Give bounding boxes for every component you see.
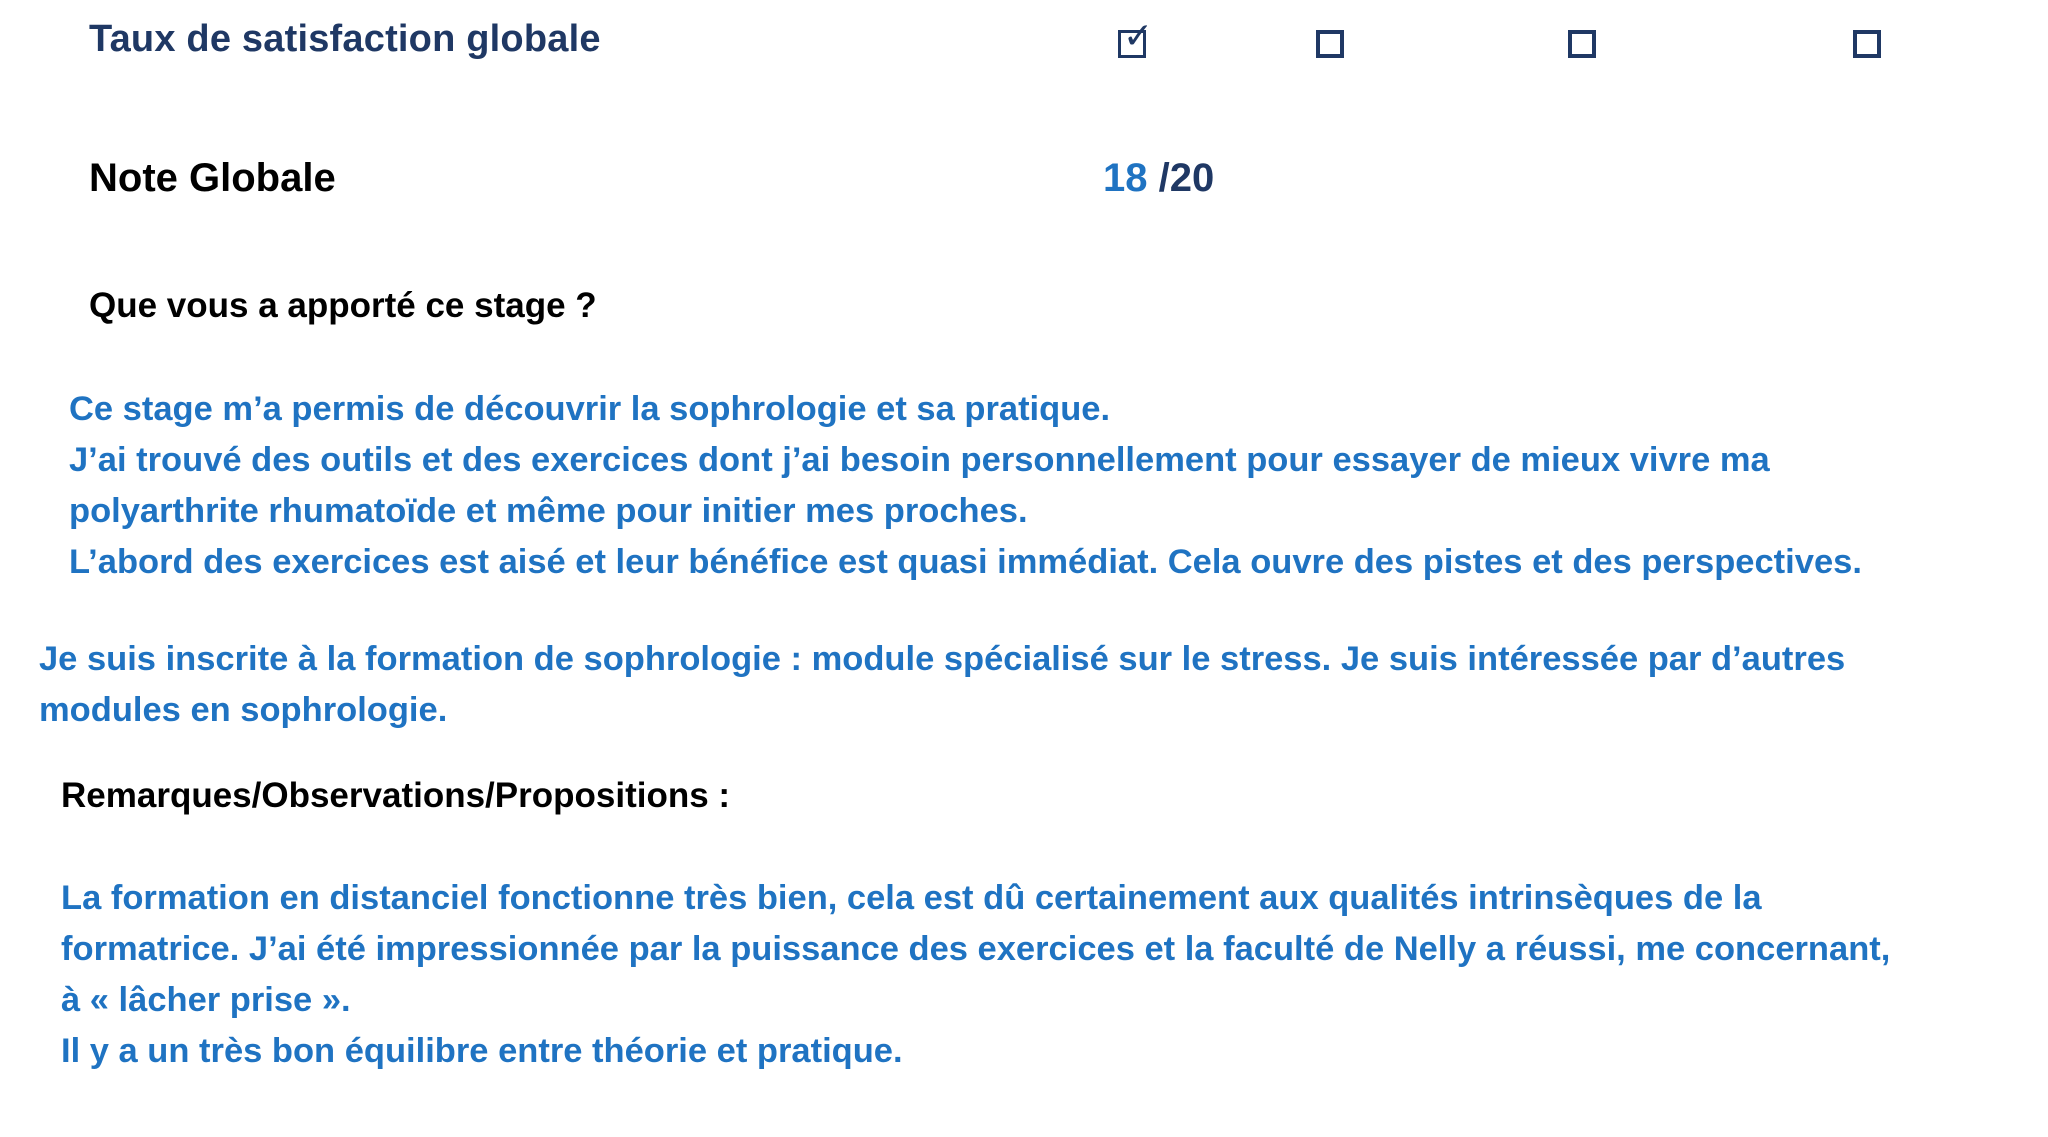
answer-line: Ce stage m’a permis de découvrir la sophrologie et sa pratique. [69,390,1111,428]
satisfaction-checkbox-2[interactable] [1316,30,1344,58]
formation-line: modules en sophrologie. [39,691,448,729]
answer-line: L’abord des exercices est aisé et leur bénéfice est quasi immédiat. Cela ouvre des pistes et des perspectives. [69,543,1862,581]
checkmark-icon: ✓ [1123,16,1154,57]
note-total: /20 [1147,156,1215,200]
remarks-line: à « lâcher prise ». [61,981,351,1019]
remarks-line: Il y a un très bon équilibre entre théorie et pratique. [61,1032,903,1070]
remarks-block [61,873,1890,1077]
formation-block [39,634,1845,736]
answer-line: J’ai trouvé des outils et des exercices dont j’ai besoin personnellement pour essayer de mieux vivre ma [69,441,1770,479]
answer-line: polyarthrite rhumatoïde et même pour initier mes proches. [69,492,1028,530]
question-label: Que vous a apporté ce stage ? [89,286,597,325]
satisfaction-label: Taux de satisfaction globale [89,18,601,60]
satisfaction-checkbox-4[interactable] [1853,30,1881,58]
remarks-label: Remarques/Observations/Propositions : [61,776,731,815]
note-score: 18 [1103,156,1148,200]
satisfaction-checkbox-3[interactable] [1568,30,1596,58]
remarks-line: formatrice. J’ai été impressionnée par la puissance des exercices et la faculté de Nelly a réussi, me concernant, [61,930,1891,968]
answer-block [69,384,1862,588]
remarks-line: La formation en distanciel fonctionne très bien, cela est dû certainement aux qualités intrinsèques de la [61,879,1762,917]
note-value [1103,156,1214,201]
satisfaction-checkbox-1[interactable] [1118,16,1154,58]
note-label: Note Globale [89,156,336,200]
formation-line: Je suis inscrite à la formation de sophrologie : module spécialisé sur le stress. Je suis intéressée par d’autres [39,640,1846,678]
